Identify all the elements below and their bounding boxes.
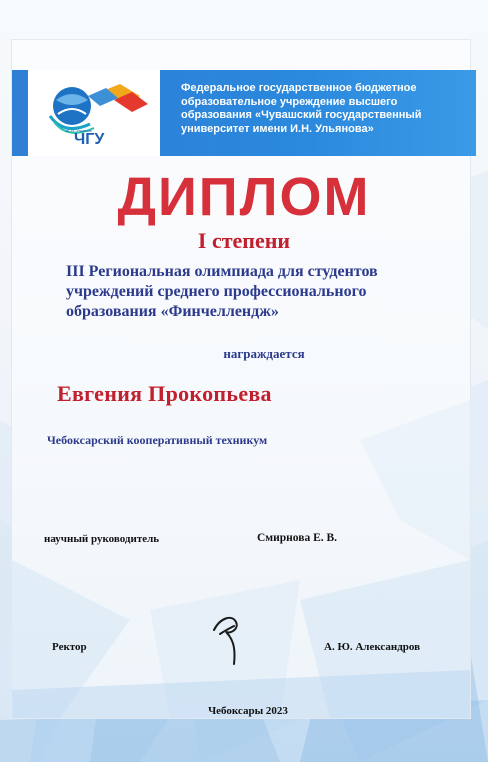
logo-abbreviation: ЧГУ <box>74 131 105 148</box>
olympiad-line: III Региональная олимпиада для студентов <box>66 263 378 280</box>
organization-line: университет имени И.Н. Ульянова» <box>181 122 374 135</box>
recipient-name: Евгения Прокопьева <box>57 381 272 406</box>
awarded-label: награждается <box>223 346 305 361</box>
logo-emblem-text: И. Н. Ульянов <box>66 128 92 133</box>
institution-name: Чебоксарский кооперативный техникум <box>47 433 268 447</box>
diploma-title: ДИПЛОМ <box>117 167 371 227</box>
university-globe-logo-icon <box>28 70 160 156</box>
rector-label: Ректор <box>52 641 87 653</box>
rector-name: А. Ю. Александров <box>324 641 421 653</box>
supervisor-label: научный руководитель <box>44 533 160 545</box>
olympiad-name <box>66 262 446 322</box>
olympiad-line: образования «Финчеллендж» <box>66 303 279 320</box>
organization-line: Федеральное государственное бюджетное <box>181 82 417 94</box>
organization-name <box>181 82 471 136</box>
organization-line: образования «Чувашский государственный <box>181 109 422 121</box>
organization-line: образовательное учреждение высшего <box>181 95 398 108</box>
city-year: Чебоксары 2023 <box>208 705 288 717</box>
diploma-degree: I степени <box>197 228 291 253</box>
olympiad-line: учреждений среднего профессионального <box>66 283 367 300</box>
handwritten-signature-icon <box>206 608 256 666</box>
university-logo <box>28 70 160 156</box>
supervisor-name: Смирнова Е. В. <box>257 532 338 544</box>
